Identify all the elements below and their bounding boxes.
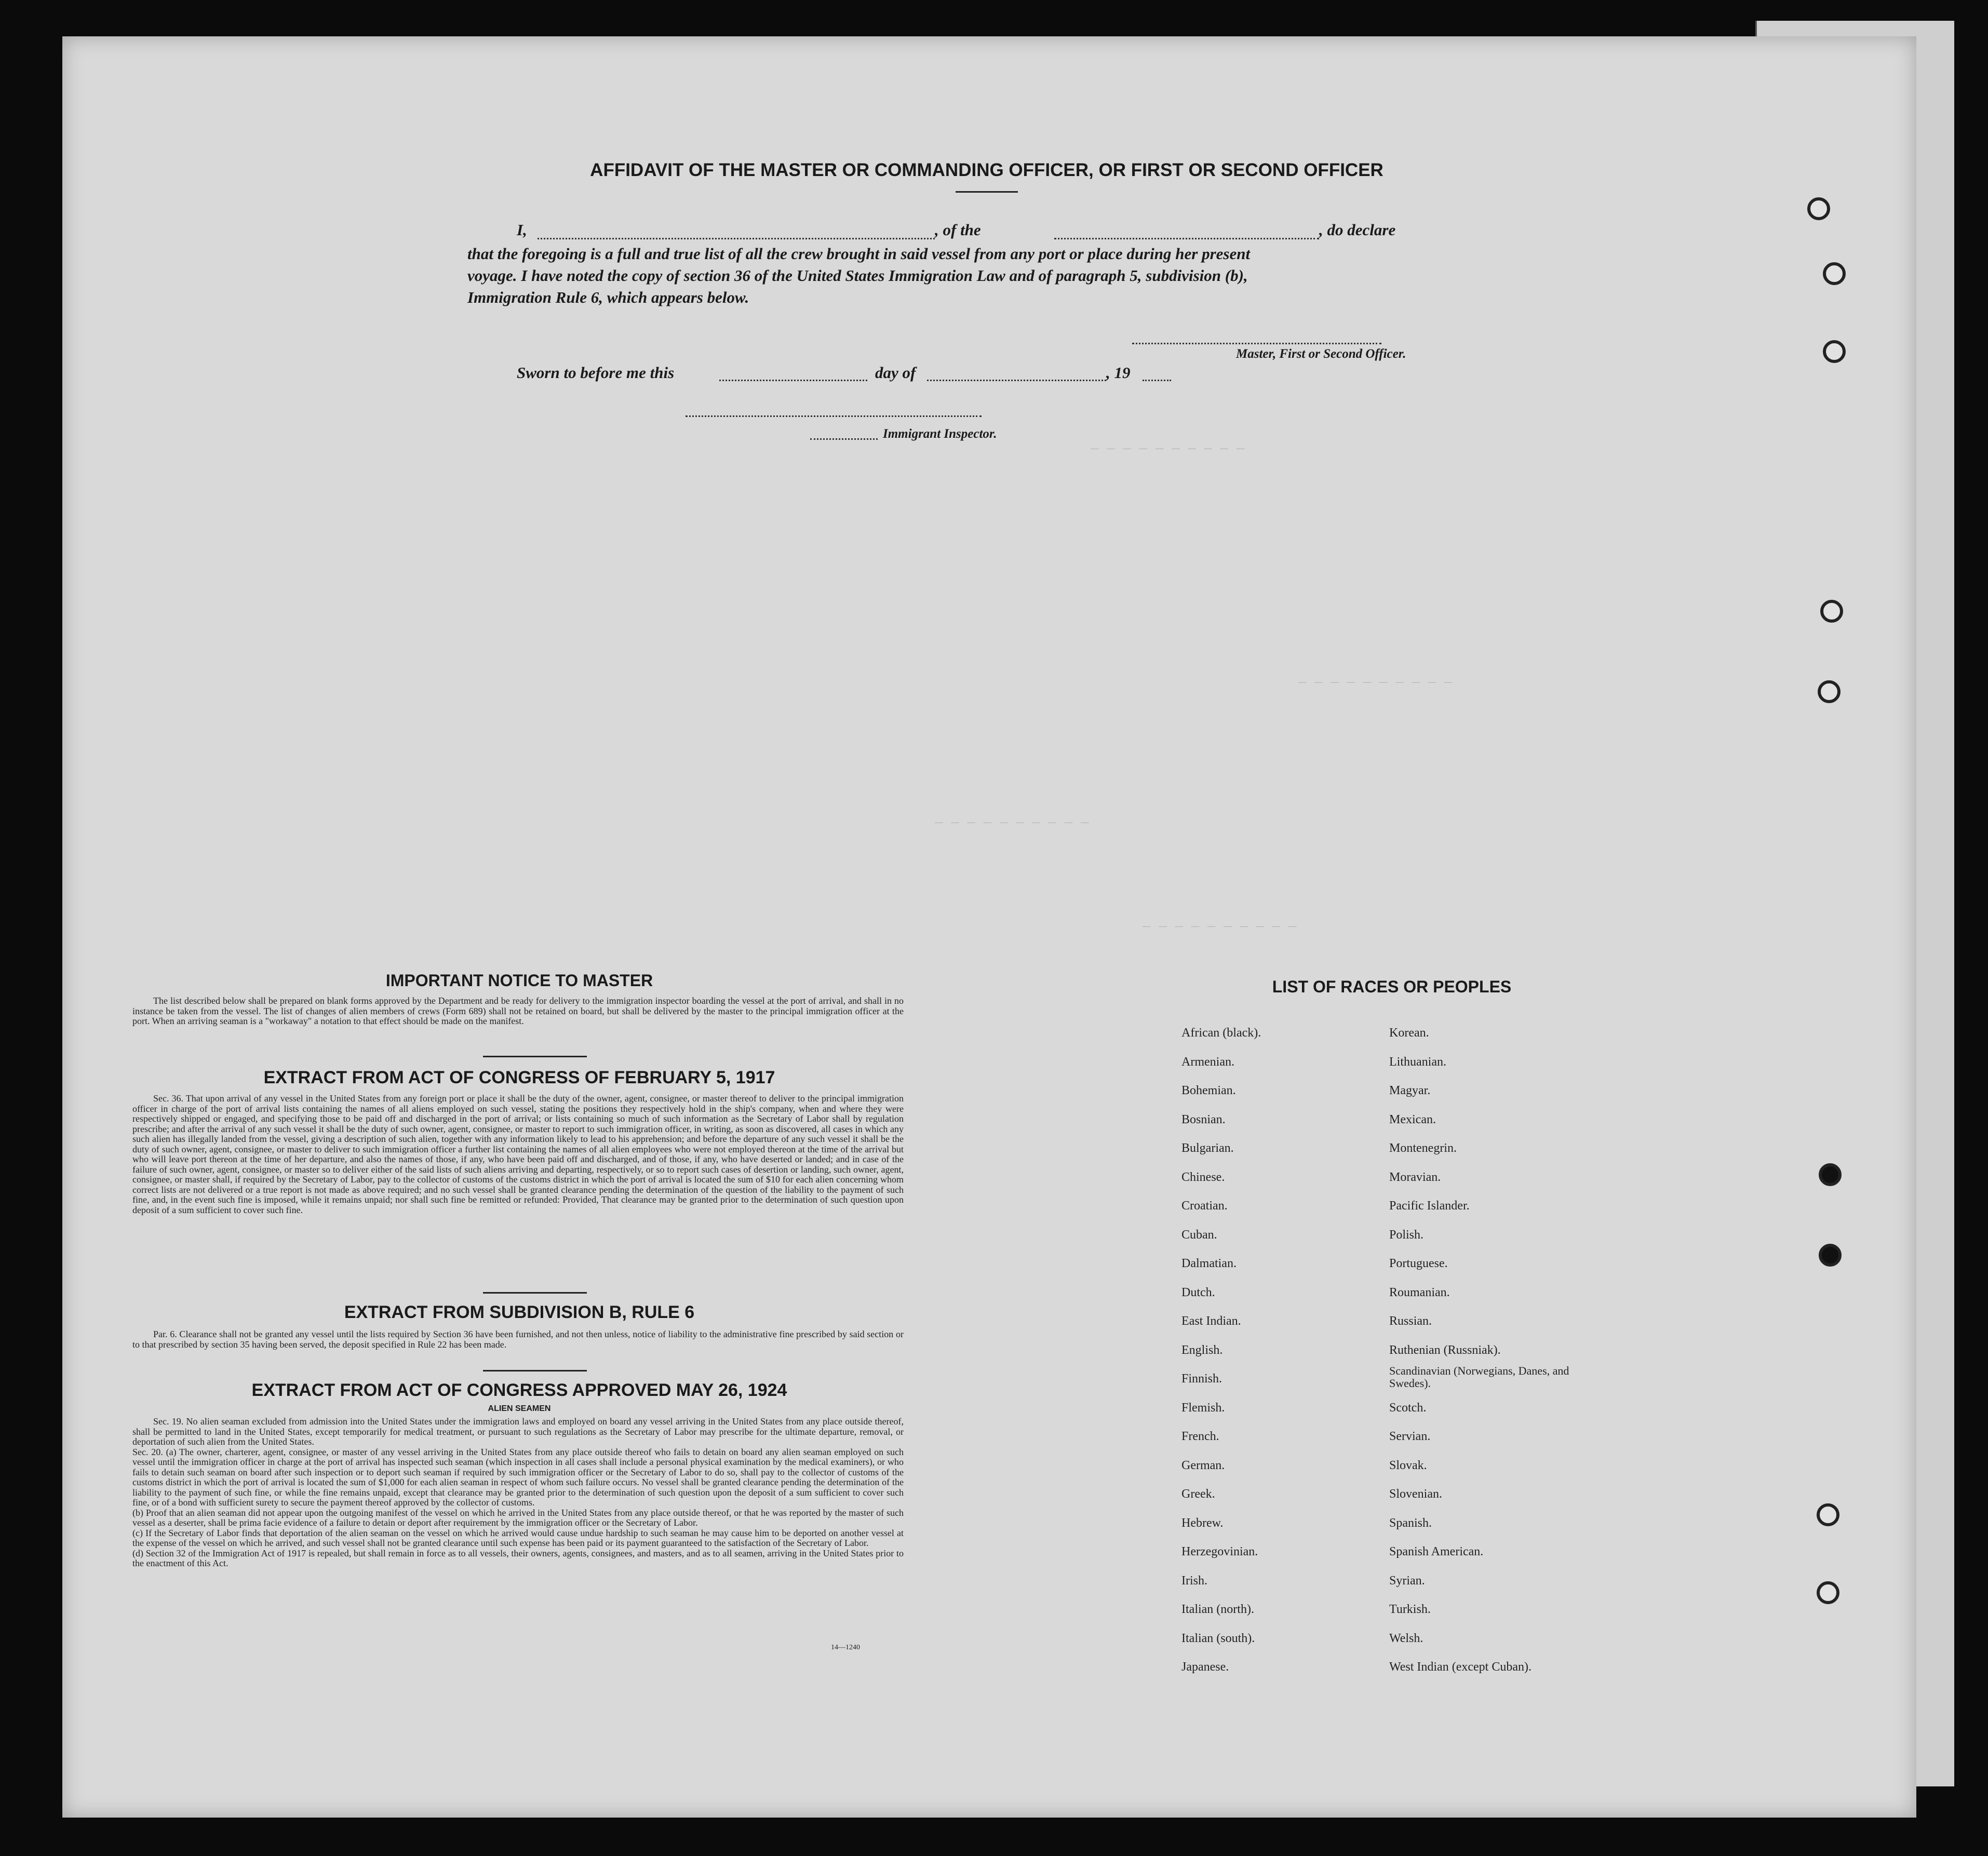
race-item: Pacific Islander. (1389, 1199, 1470, 1213)
race-item: Chinese. (1181, 1170, 1225, 1184)
affidavit-title: AFFIDAVIT OF THE MASTER OR COMMANDING OFFICER, OR FIRST OR SECOND OFFICER (590, 160, 1383, 180)
punch-hole (1819, 1163, 1842, 1186)
race-item: Spanish American. (1389, 1545, 1484, 1558)
race-item: Flemish. (1181, 1401, 1225, 1415)
punch-hole (1823, 262, 1846, 285)
race-item: Bohemian. (1181, 1084, 1236, 1097)
race-item: Scandinavian (Norwegians, Danes, and Swedes). (1389, 1364, 1569, 1390)
i-label: I, (517, 221, 527, 239)
race-item: Finnish. (1181, 1372, 1223, 1386)
race-item: Scotch. (1389, 1401, 1427, 1415)
year-label: , 19 (1106, 364, 1131, 382)
extract-1917-title: EXTRACT FROM ACT OF CONGRESS OF FEBRUARY 5, 1917 (263, 1068, 775, 1087)
race-item: Slovak. (1389, 1458, 1427, 1472)
inspector-label: Immigrant Inspector. (883, 427, 997, 441)
form-number: 14—1240 (831, 1644, 860, 1651)
race-item: Ruthenian (Russniak). (1389, 1343, 1501, 1357)
notice-divider (483, 1056, 587, 1057)
race-item: Bulgarian. (1181, 1141, 1234, 1155)
races-right-column (1389, 1019, 1576, 1682)
race-item: English. (1181, 1343, 1223, 1357)
extract-1924-title: EXTRACT FROM ACT OF CONGRESS APPROVED MAY 26, 1924 (251, 1380, 787, 1400)
sworn-month-line (927, 380, 1106, 381)
race-item: Montenegrin. (1389, 1141, 1457, 1155)
race-item: French. (1181, 1430, 1219, 1443)
race-item: Slovenian. (1389, 1487, 1442, 1501)
vessel-line (1054, 238, 1319, 239)
punch-hole (1817, 1581, 1839, 1604)
affidavit-line4: Immigration Rule 6, which appears below. (467, 288, 749, 306)
do-declare-label: , do declare (1319, 221, 1396, 239)
punch-hole (1823, 340, 1846, 363)
race-item: Portuguese. (1389, 1257, 1448, 1270)
punch-hole (1820, 600, 1843, 623)
race-item: Russian. (1389, 1314, 1432, 1328)
punch-hole (1819, 1244, 1842, 1267)
race-item: Korean. (1389, 1026, 1429, 1040)
races-left-column (1181, 1019, 1261, 1682)
race-item: Croatian. (1181, 1199, 1228, 1213)
sworn-label: Sworn to before me this (517, 364, 675, 382)
race-item: Mexican. (1389, 1112, 1436, 1126)
day-of-label: day of (875, 364, 916, 382)
race-item: Italian (north). (1181, 1603, 1254, 1616)
rule6-divider (483, 1370, 587, 1371)
race-item: Armenian. (1181, 1055, 1234, 1069)
punch-hole (1817, 1503, 1839, 1526)
race-item: Dutch. (1181, 1285, 1215, 1299)
race-item: Roumanian. (1389, 1285, 1450, 1299)
name-line (538, 238, 935, 239)
affidavit-line3: voyage. I have noted the copy of section 36 of the United States Immigration Law and of paragraph 5, subdivision (b), (467, 266, 1248, 285)
race-item: African (black). (1181, 1026, 1261, 1040)
inspector-signature-line (686, 415, 982, 417)
race-item: Irish. (1181, 1573, 1207, 1588)
race-item: Magyar. (1389, 1084, 1431, 1097)
race-item: Welsh. (1389, 1631, 1423, 1645)
extract-1917-divider (483, 1292, 587, 1294)
punch-hole (1818, 680, 1841, 703)
race-item: Moravian. (1389, 1170, 1441, 1184)
race-item: Cuban. (1181, 1228, 1217, 1242)
race-item: Servian. (1389, 1430, 1431, 1443)
extract-1924-body: Sec. 19. No alien seaman excluded from admission into the United States under the immigration laws and employed on board any vessel arriving in the United States from any place outside thereof, shall be permitted to land in the United States, except temporarily for medical treatment, or pursuant to such regulations as the Secretary of Labor may prescribe for the ultimate departure, removal, or deportation of such alien from the United States. Sec. 20. (a) The owner, charterer, agent, consignee, or master of any vessel arriving in the United States from any place outside thereof who fails to detain on board any alien seaman employed on such vessel until the immigration officer in charge at the port of arrival has inspected such seaman (which inspection in all cases shall include a personal physical examination by the medical examiners), or who fails to detain such seaman on board after such inspection or to deport such seaman if required by such immigration officer or the Secretary of Labor to do so, shall pay to the collector of customs of the customs district in which the port of arrival is located the sum of $1,000 for each alien seaman in respect of whom such failure occurs. No vessel shall be granted clearance pending the determination of the liability to the payment of such fine, or while the fine remains unpaid, except that clearance may be granted prior to the determination of such question upon the deposit of a sum sufficient to cover such fine, or of a bond with sufficient surety to secure the payment thereof approved by the collector of customs. (b) Proof that an alien seaman did not appear upon the outgoing manifest of the vessel on which he arrived in the United States from any place outside thereof, or that he was reported by the master of such vessel as a deserter, shall be prima facie evidence of a failure to detain or deport after requirement by the immigration officer or the Secretary of Labor. (c) If the Secretary of Labor finds that deportation of the alien seaman on the vessel on which he arrived would cause undue hardship to such seaman he may cause him to be deported on another vessel at the expense of the vessel on which he arrived, and such vessel shall not be granted clearance until such expense has been paid or its payment guaranteed to the satisfaction of the Secretary of Labor. (d) Section 32 of the Immigration Act of 1917 is repealed, but shall remain in force as to all vessels, their owners, agents, consignees, and masters, and as to all seamen, arriving in the United States prior to the enactment of this Act. (132, 1416, 904, 1568)
race-item: West Indian (except Cuban). (1389, 1660, 1532, 1674)
sworn-date-line (719, 380, 867, 381)
race-item: Spanish. (1389, 1516, 1432, 1530)
race-item: Syrian. (1389, 1573, 1425, 1588)
races-title: LIST OF RACES OR PEOPLES (1272, 977, 1512, 996)
notice-title: IMPORTANT NOTICE TO MASTER (385, 971, 653, 990)
year-line (1143, 380, 1171, 381)
race-item: East Indian. (1181, 1314, 1241, 1328)
master-signature-label: Master, First or Second Officer. (1236, 347, 1406, 361)
race-item: Dalmatian. (1181, 1257, 1237, 1270)
race-item: Bosnian. (1181, 1112, 1226, 1126)
race-item: Turkish. (1389, 1603, 1431, 1616)
race-item: German. (1181, 1458, 1225, 1472)
punch-hole (1807, 197, 1830, 220)
master-signature-line (1132, 343, 1381, 344)
rule6-body: Par. 6. Clearance shall not be granted any vessel until the lists required by Section 36 have been furnished, and not then unless, notice of liability to the administrative fine prescribed by said section or to that prescribed by section 35 having been served, the deposit specified in Rule 22 has been made. (132, 1329, 904, 1350)
race-item: Japanese. (1181, 1660, 1229, 1674)
race-item: Greek. (1181, 1487, 1215, 1501)
extract-1917-body: Sec. 36. That upon arrival of any vessel in the United States from any foreign port or place it shall be the duty of the owner, agent, consignee, or master thereof to deliver to the principal immigration officer in charge of the port of arrival lists containing the names of all aliens employed on such vessel, stating the positions they respectively hold in the ship's company, when and where they were respectively shipped or engaged, and specifying those to be paid off and discharged in the port of arrival; or lists containing so much of such information as the Secretary of Labor shall by regulation prescribe; and after the arrival of any such vessel it shall be the duty of such owner, agent, consignee, or master to report to such immigration officer, in writing, as soon as discovered, all cases in which any such alien has illegally landed from the vessel, giving a description of such alien, together with any information likely to lead to his apprehension; and before the departure of any such vessel it shall be the duty of such owner, agent, consignee, or master to deliver to such immigration officer a further list containing the names of all alien employees who were not employed thereon at the time of the arrival but who will leave port thereon at the time of her departure, and also the names of those, if any, who have been paid off and discharged, and of those, if any, who have deserted or landed; and in case of the failure of such owner, agent, consignee, or master so to deliver either of the said lists of such aliens arriving and departing, respectively, or so to report such cases of desertion or landing, such owner, agent, consignee, or master shall, if required by the Secretary of Labor, pay to the collector of customs of the customs district in which the port of arrival is located the sum of $10 for each alien concerning whom correct lists are not delivered or a true report is not made as above required; and no such vessel shall be granted clearance pending the determination of the question of the liability to the payment of such fine, and, in the event such fine is imposed, while it remains unpaid; nor shall such fine be remitted or refunded: Provided, That clearance may be granted prior to the determination of such question upon deposit of a sum sufficient to cover such fine. (132, 1093, 904, 1215)
race-item: Herzegovinian. (1181, 1545, 1258, 1558)
race-item: Hebrew. (1181, 1516, 1224, 1530)
extract-1924-subtitle: ALIEN SEAMEN (488, 1404, 551, 1413)
notice-body: The list described below shall be prepared on blank forms approved by the Department and be ready for delivery to the immigration inspector boarding the vessel at the port of arrival, and shall in no instance be taken from the vessel. The list of changes of alien members of crews (Form 689) shall not be retained on board, but shall be delivered by the master to the principal immigration officer at the port. When an arriving seaman is a "workaway" a notation to that effect should be made on the manifest. (132, 996, 904, 1026)
inspector-lead-line (810, 438, 878, 440)
title-divider (956, 191, 1018, 193)
race-item: Italian (south). (1181, 1631, 1255, 1645)
race-item: Lithuanian. (1389, 1055, 1446, 1069)
affidavit-line2: that the foregoing is a full and true list of all the crew brought in said vessel from any port or place during her present (467, 245, 1251, 263)
of-the-label: , of the (935, 221, 981, 239)
rule6-title: EXTRACT FROM SUBDIVISION B, RULE 6 (344, 1302, 695, 1322)
race-item: Polish. (1389, 1228, 1424, 1242)
